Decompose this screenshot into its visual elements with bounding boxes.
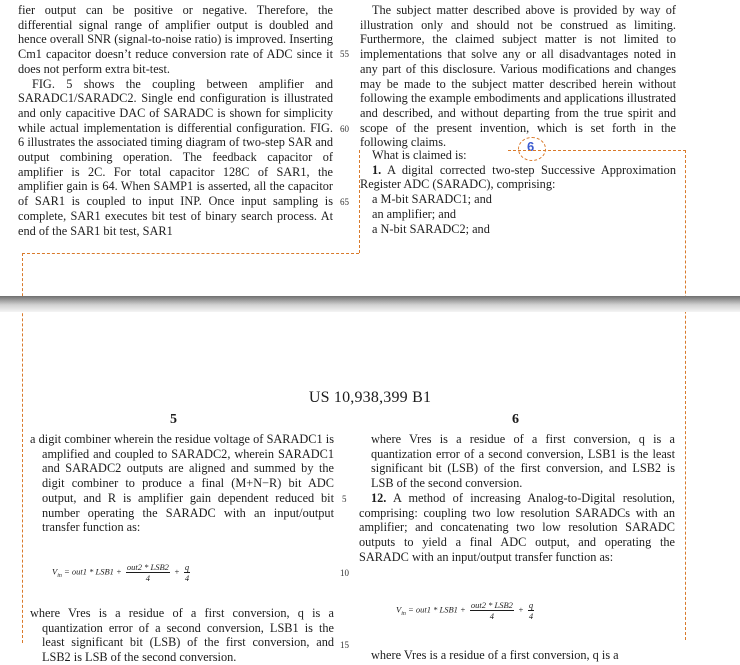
bottom-left-paragraph-2: where Vres is a residue of a first conversion, q is a quantization error of a second conversion, LSB1 is the least significant bit (LSB) of the first conversion, and LSB2 is LSB of the second conversion. xyxy=(30,606,334,665)
claim-1-item-2: an amplifier; and xyxy=(372,206,456,221)
highlight-inner-horizontal xyxy=(22,253,359,254)
bottom-left-paragraph-1: a digit combiner wherein the residue voltage of SARADC1 is amplified and coupled to SARADC2, wherein SARADC1 and SARADC2 outputs are aligned and summed by the digit combiner to produce a final (M+N−R) bit ADC output, and R is amplifier gain dependent reduced bit number operating the SARADC with an input/output transfer function as: xyxy=(30,432,334,535)
top-right-paragraph: The subject matter described above is provided by way of illustration only and should not be construed as limiting. Furthermore, the claimed subject matter is not limited to implementations that solve any or all disadvantages noted in any part of this disclosure. Various modifications and changes may be made to the subject matter described herein without following the example embodiments and applications illustrated and described, and without departing from the true spirit and scope of the present invention, which is set forth in the following claims. xyxy=(360,3,676,150)
bottom-right-column xyxy=(359,432,675,564)
line-number-10: 10 xyxy=(340,568,349,578)
line-number-65: 65 xyxy=(340,197,349,207)
line-number-55: 55 xyxy=(340,49,349,59)
bottom-right-paragraph-1: where Vres is a residue of a first conversion, q is a quantization error of a second conversion, LSB1 is the least significant bit (LSB) of the first conversion, and LSB2 is LSB of the second conversion. xyxy=(371,432,675,491)
claim-1-item-3: a N-bit SARADC2; and xyxy=(372,221,490,236)
line-number-15: 15 xyxy=(340,640,349,650)
formula-left: $V_{in} = out1 * LSB1$ + $\frac{\text{out2 * LSB2}}{4}$ + $\frac{q}{4}$ xyxy=(52,562,190,583)
page-separator xyxy=(0,296,740,312)
claim-12 xyxy=(359,491,675,565)
claim-1-item-1: a M-bit SARADC1; and xyxy=(372,192,492,207)
claim-12-number: 12. xyxy=(371,490,387,505)
claims-block xyxy=(360,148,676,236)
formula-right: $V_{in} = out1 * LSB1$ + $\frac{\text{out2 * LSB2}}{4}$ + $\frac{q}{4}$ xyxy=(396,600,534,621)
claim-1-number: 1. xyxy=(372,162,382,177)
bottom-right-paragraph-3: where Vres is a residue of a first conversion, q is a xyxy=(371,648,619,662)
claim-1-text: A digital corrected two-step Successive Approximation Register ADC (SARADC), comprising: xyxy=(360,162,676,192)
top-left-column xyxy=(18,3,333,238)
claims-heading: What is claimed is: xyxy=(372,148,467,162)
top-right-column xyxy=(360,3,676,150)
top-left-paragraph-2: FIG. 5 shows the coupling between amplifier and SARADC1/SARADC2. Single end configuration is illustrated and only capacitive DAC of SARADC is shown for simplicity while actual implementation is differential configuration. FIG. 6 illustrates the associated timing diagram of two-step SAR and output combining operation. The feedback capacitor of amplifier is 2C. For total capacitor 128C of SAR1, the amplifier gain is 64. When SAMP1 is asserted, all the capacitor of SAR1 is coupled to input INP. Once input sampling is complete, SAR1 executes bit test of binary search process. At end of the SAR1 bit test, SAR1 xyxy=(18,76,333,238)
claim-badge: 6 xyxy=(527,139,535,154)
highlight-top-edge xyxy=(508,150,686,151)
bottom-left-column-lower xyxy=(30,606,334,665)
claim-1 xyxy=(360,163,676,192)
claim-12-text: A method of increasing Analog-to-Digital resolution, comprising: coupling two low resolution SARADCs with an amplifier; and concatenating two low resolution SARADC outputs to yield a final ADC output, and operating the SARADC with an input/output transfer function as: xyxy=(359,490,675,564)
top-left-paragraph-1: fier output can be positive or negative. Therefore, the differential signal range of amplifier output is doubled and hence overall SNR (signal-to-noise ratio) is improved. Inserting Cm1 capacitor doesn’t reduce conversion rate of ADC since it does not perform extra bit-test. xyxy=(18,3,333,76)
column-number-5: 5 xyxy=(170,412,177,427)
patent-number: US 10,938,399 B1 xyxy=(308,389,432,406)
line-number-5: 5 xyxy=(342,494,347,504)
highlight-inner-vertical xyxy=(359,150,360,253)
bottom-right-column-lower xyxy=(359,648,675,663)
line-number-60: 60 xyxy=(340,124,349,134)
bottom-left-column xyxy=(30,432,334,535)
column-number-6: 6 xyxy=(512,412,519,427)
